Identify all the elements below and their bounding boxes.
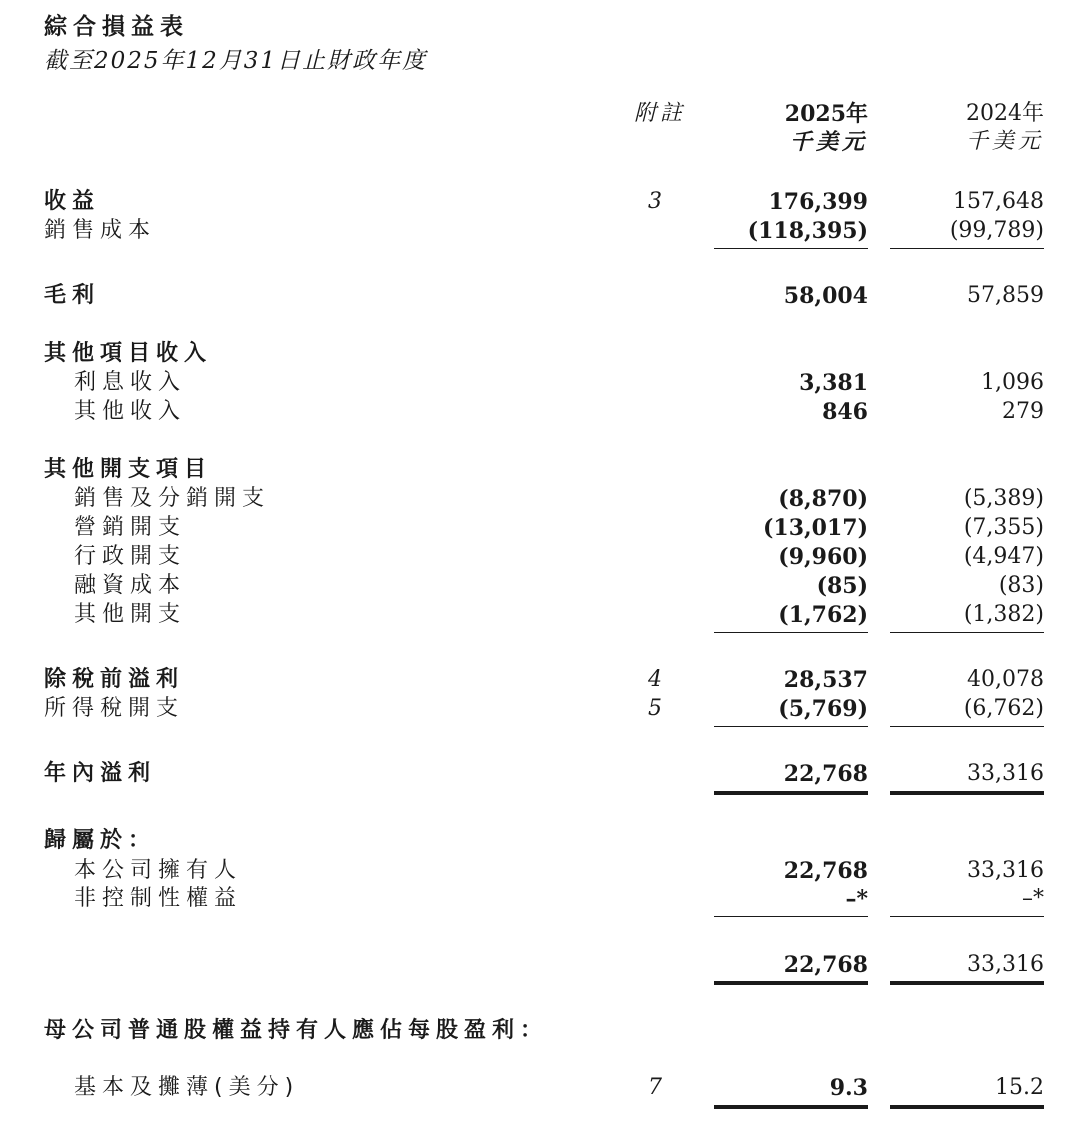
prior-value: 33,316 xyxy=(967,858,1044,883)
prior-value: (7,355) xyxy=(963,515,1044,540)
current-value: 22,768 xyxy=(783,858,868,884)
row-other-expenses xyxy=(0,600,1080,630)
row-label: 銷售成本 xyxy=(44,218,157,243)
row-attributable-heading xyxy=(0,826,1080,856)
prior-value: 157,648 xyxy=(953,189,1044,214)
prior-year-column-header xyxy=(880,100,1044,156)
subtotal-rule-current xyxy=(714,632,868,633)
row-other-income-heading xyxy=(0,339,1080,369)
row-label: 本公司擁有人 xyxy=(74,858,243,883)
total-double-rule-prior xyxy=(890,981,1044,985)
current-value: (1,762) xyxy=(778,602,868,628)
current-value: 846 xyxy=(822,399,868,425)
subtotal-rule-prior xyxy=(890,248,1044,249)
prior-value: (5,389) xyxy=(963,486,1044,511)
row-owners xyxy=(0,856,1080,886)
prior-value: 57,859 xyxy=(967,283,1044,308)
row-gross-profit xyxy=(0,281,1080,311)
row-label: 融資成本 xyxy=(74,573,187,598)
section-heading: 歸屬於： xyxy=(44,828,157,853)
statement-title: 綜合損益表 xyxy=(44,14,189,40)
row-administrative xyxy=(0,542,1080,572)
row-selling-distribution xyxy=(0,484,1080,514)
current-value: (13,017) xyxy=(762,515,868,541)
row-interest-income xyxy=(0,368,1080,398)
total-double-rule-current xyxy=(714,791,868,795)
current-value: (85) xyxy=(816,573,868,599)
total-double-rule-prior xyxy=(890,791,1044,795)
prior-value: (4,947) xyxy=(963,544,1044,569)
row-label: 基本及攤薄(美分) xyxy=(74,1075,300,1100)
current-value: –* xyxy=(845,886,868,912)
row-label: 毛利 xyxy=(44,283,101,308)
current-value: 9.3 xyxy=(829,1075,868,1101)
row-other-expenses-heading xyxy=(0,455,1080,485)
row-note: 3 xyxy=(648,189,662,214)
subtotal-rule-current xyxy=(714,916,868,917)
subtotal-rule-prior xyxy=(890,632,1044,633)
row-profit-for-year xyxy=(0,759,1080,789)
row-note: 7 xyxy=(648,1075,662,1100)
row-nci xyxy=(0,884,1080,914)
row-label: 行政開支 xyxy=(74,544,187,569)
current-value: 3,381 xyxy=(799,370,868,396)
total-double-rule-prior xyxy=(890,1105,1044,1109)
prior-value: –* xyxy=(1022,886,1044,911)
total-double-rule-current xyxy=(714,1105,868,1109)
prior-value: 1,096 xyxy=(981,370,1044,395)
current-value: (5,769) xyxy=(778,696,868,722)
row-marketing xyxy=(0,513,1080,543)
row-note: 4 xyxy=(648,667,662,692)
prior-value: (99,789) xyxy=(949,218,1044,243)
current-value: (9,960) xyxy=(778,544,868,570)
prior-value: 33,316 xyxy=(967,952,1044,977)
row-cost-of-sales xyxy=(0,216,1080,246)
prior-value: (1,382) xyxy=(963,602,1044,627)
row-label: 其他開支 xyxy=(74,602,187,627)
row-label: 除稅前溢利 xyxy=(44,667,185,692)
row-profit-before-tax xyxy=(0,665,1080,695)
current-value: 28,537 xyxy=(783,667,868,693)
current-value: 58,004 xyxy=(783,283,868,309)
current-year-column-header xyxy=(700,100,868,156)
current-value: (8,870) xyxy=(778,486,868,512)
statement-subtitle: 截至2025年12月31日止財政年度 xyxy=(44,48,428,74)
section-heading: 其他項目收入 xyxy=(44,341,213,366)
row-income-tax xyxy=(0,694,1080,724)
row-label: 利息收入 xyxy=(74,370,187,395)
prior-value: 33,316 xyxy=(967,761,1044,786)
prior-value: (6,762) xyxy=(963,696,1044,721)
prior-value: 279 xyxy=(1002,399,1044,424)
prior-unit-label: 千美元 xyxy=(965,129,1044,154)
current-value: 22,768 xyxy=(783,761,868,787)
subtotal-rule-prior xyxy=(890,916,1044,917)
prior-value: 15.2 xyxy=(995,1075,1044,1100)
row-other-income xyxy=(0,397,1080,427)
row-label: 銷售及分銷開支 xyxy=(74,486,271,511)
row-attributable-total xyxy=(0,950,1080,980)
row-label: 其他收入 xyxy=(74,399,187,424)
current-value: (118,395) xyxy=(747,218,868,244)
row-label: 所得稅開支 xyxy=(44,696,185,721)
note-column-header: 附註 xyxy=(633,101,686,126)
subtotal-rule-prior xyxy=(890,726,1044,727)
section-heading: 母公司普通股權益持有人應佔每股盈利： xyxy=(44,1018,549,1043)
row-note: 5 xyxy=(648,696,662,721)
current-unit-label: 千美元 xyxy=(789,129,868,155)
current-year-label: 2025年 xyxy=(784,101,868,127)
row-label: 年內溢利 xyxy=(44,761,157,786)
row-label: 收益 xyxy=(44,189,101,214)
total-double-rule-current xyxy=(714,981,868,985)
row-eps-heading xyxy=(0,1016,1080,1046)
prior-value: (83) xyxy=(998,573,1044,598)
current-value: 176,399 xyxy=(768,189,868,215)
row-label: 非控制性權益 xyxy=(74,886,243,911)
section-heading: 其他開支項目 xyxy=(44,457,213,482)
prior-value: 40,078 xyxy=(967,667,1044,692)
row-label: 營銷開支 xyxy=(74,515,187,540)
subtotal-rule-current xyxy=(714,726,868,727)
row-revenue xyxy=(0,187,1080,217)
row-eps-basic-diluted xyxy=(0,1073,1080,1103)
current-value: 22,768 xyxy=(783,952,868,978)
prior-year-label: 2024年 xyxy=(966,101,1044,126)
subtotal-rule-current xyxy=(714,248,868,249)
row-finance-costs xyxy=(0,571,1080,601)
